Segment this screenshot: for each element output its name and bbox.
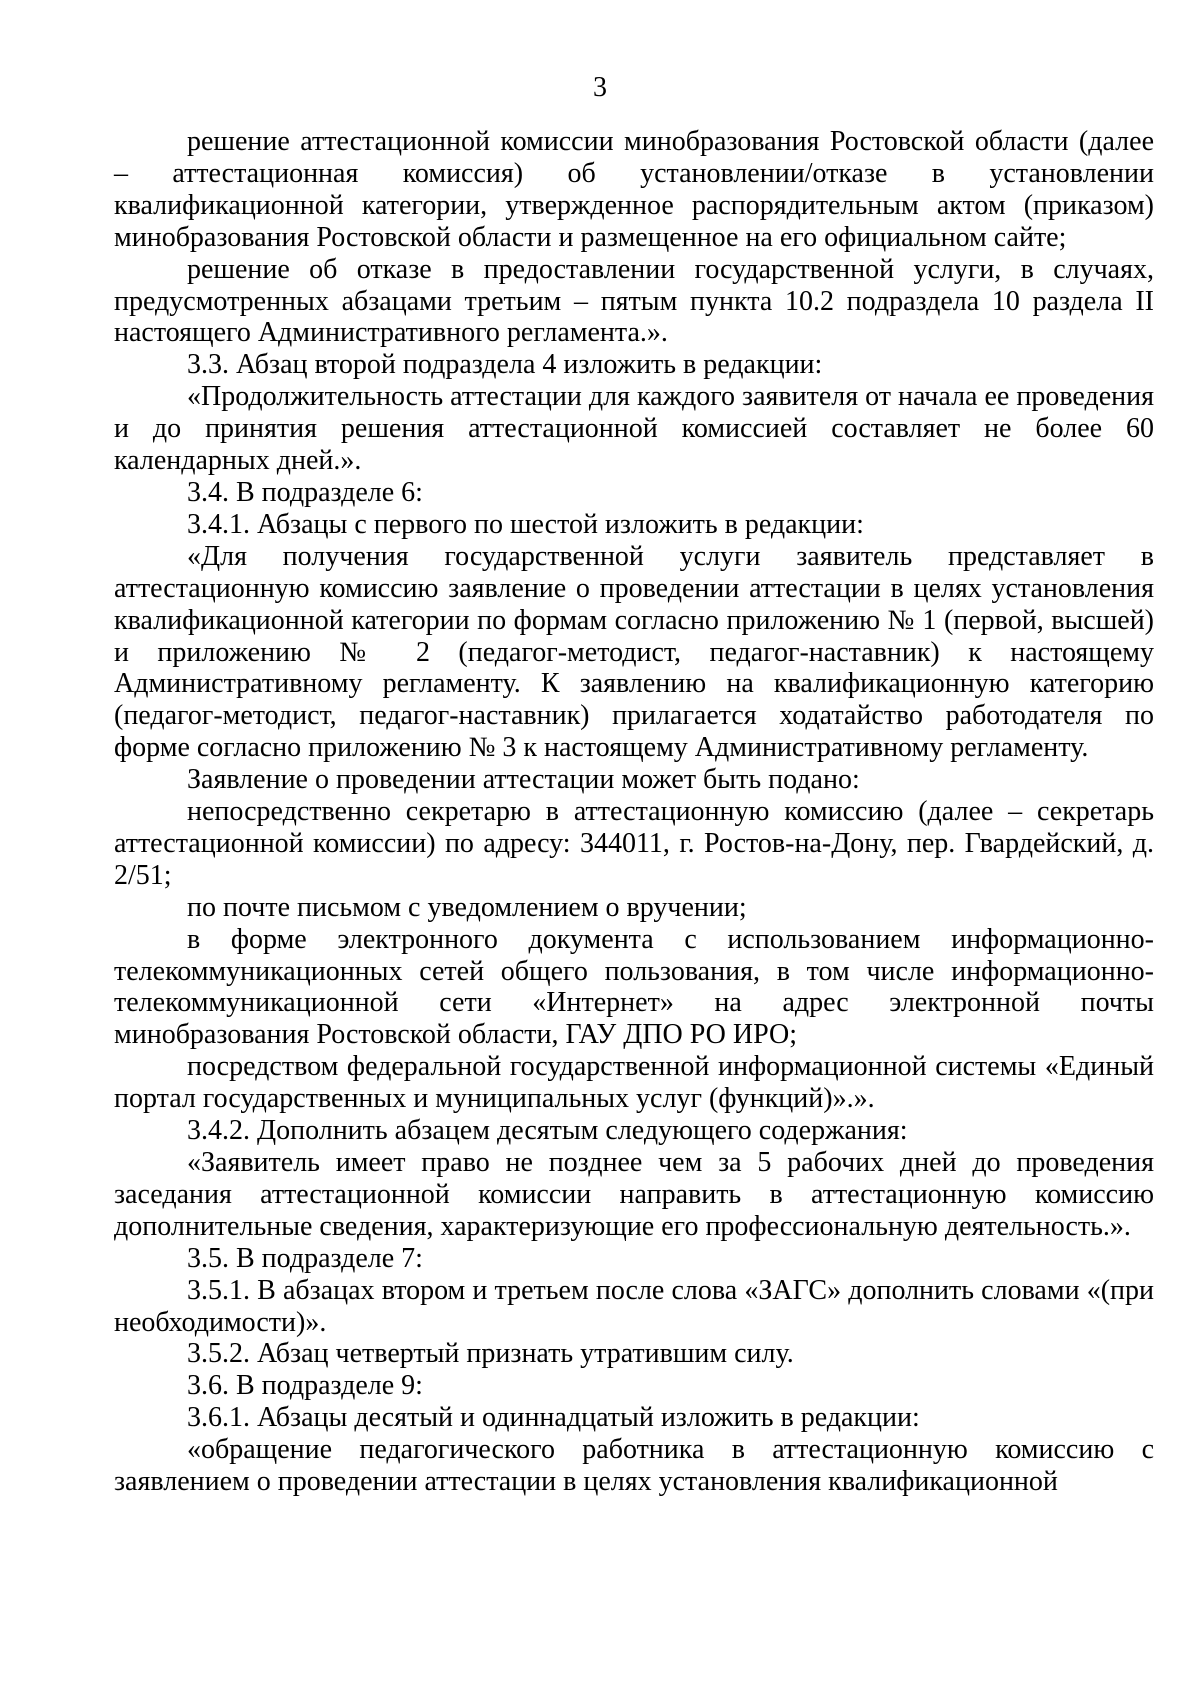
paragraph: 3.6. В подразделе 9: <box>187 1370 423 1402</box>
paragraph: 3.3. Абзац второй подраздела 4 изложить в редакции: <box>187 349 823 381</box>
paragraph: в форме электронного документа с использованием информационно-телекоммуникационных сетей общего пользования, в том числе информационно-телекоммуникационной сети «Интернет» на адрес электронной почты минобразования Ростовской области, ГАУ ДПО РО ИРО; <box>114 923 1154 1051</box>
paragraph: решение об отказе в предоставлении государственной услуги, в случаях, предусмотренных абзацами третьим – пятым пункта 10.2 подраздела 10 раздела II настоящего Административного регламента.». <box>114 253 1154 349</box>
paragraph: решение аттестационной комиссии минобразования Ростовской области (далее – аттестационная комиссия) об установлении/отказе в установлении квалификационной категории, утвержденное распорядительным актом (приказом) минобразования Ростовской области и размещенное на его официальном сайте; <box>114 126 1154 253</box>
paragraph: 3.6.1. Абзацы десятый и одиннадцатый изложить в редакции: <box>187 1402 920 1434</box>
document-body <box>114 126 1154 1498</box>
paragraph: «Заявитель имеет право не позднее чем за 5 рабочих дней до проведения заседания аттестационной комиссии направить в аттестационную комиссию дополнительные сведения, характеризующие его профессиональную деятельность.». <box>114 1147 1154 1242</box>
paragraph: «обращение педагогического работника в аттестационную комиссию с заявлением о проведении аттестации в целях установления квалификационной <box>114 1434 1154 1498</box>
paragraph: 3.5.1. В абзацах втором и третьем после слова «ЗАГС» дополнить словами «(при необходимости)». <box>114 1274 1154 1338</box>
paragraph: 3.5.2. Абзац четвертый признать утратившим силу. <box>187 1338 794 1370</box>
paragraph: «Продолжительность аттестации для каждого заявителя от начала ее проведения и до принятия решения аттестационной комиссией составляет не более 60 календарных дней.». <box>114 381 1154 477</box>
paragraph: 3.5. В подразделе 7: <box>187 1242 423 1274</box>
paragraph: непосредственно секретарю в аттестационную комиссию (далее – секретарь аттестационной комиссии) по адресу: 344011, г. Ростов-на-Дону, пер. Гвардейский, д. 2/51; <box>114 796 1154 891</box>
paragraph: «Для получения государственной услуги заявитель представляет в аттестационную комиссию заявление о проведении аттестации в целях установления квалификационной категории по формам согласно приложению № 1 (первой, высшей) и приложению № 2 (педагог-методист, педагог-наставник) к настоящему Административному регламенту. К заявлению на квалификационную категорию (педагог-методист, педагог-наставник) прилагается ходатайство работодателя по форме согласно приложению № 3 к настоящему Административному регламенту. <box>114 540 1154 764</box>
paragraph: 3.4.2. Дополнить абзацем десятым следующего содержания: <box>187 1115 908 1147</box>
paragraph: по почте письмом с уведомлением о вручении; <box>187 891 747 923</box>
paragraph: 3.4.1. Абзацы с первого по шестой изложить в редакции: <box>187 508 864 540</box>
paragraph: Заявление о проведении аттестации может быть подано: <box>187 764 860 796</box>
paragraph: 3.4. В подразделе 6: <box>187 476 423 508</box>
page-number: 3 <box>593 72 607 103</box>
paragraph: посредством федеральной государственной информационной системы «Единый портал государственных и муниципальных услуг (функций)».». <box>114 1051 1154 1115</box>
